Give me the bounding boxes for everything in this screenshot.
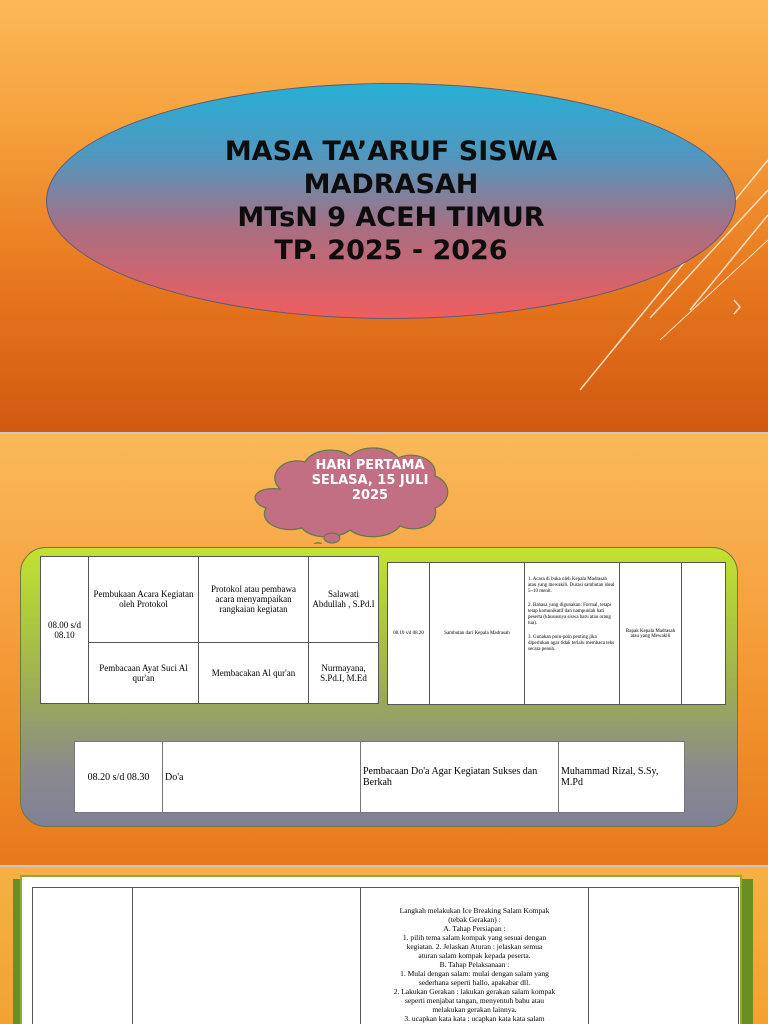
title-line: TP. 2025 - 2026 [274,235,508,266]
person-cell: Muhammad Rizal, S.Sy, M.Pd [559,742,685,813]
schedule-table-speech [387,562,726,705]
day-callout [270,458,470,503]
time-cell: 08.10 s/d 08.20 [388,563,430,705]
empty-cell [589,888,739,1024]
person-cell: Salawati Abdullah , S.Pd.I [309,557,379,643]
steps-cell [361,888,589,1024]
page-title [46,135,736,267]
table-row [41,642,379,703]
description-cell: Protokol atau pembawa acara menyampaikan rangkaian kegiatan [199,557,309,643]
step-line: (tebak Gerakan) : [448,915,501,924]
description-cell: Membacakan Al qur'an [199,642,309,703]
description-cell [525,563,620,705]
callout-line: SELASA, 15 JULI [311,473,429,488]
ice-breaking-slide [0,867,768,1024]
step-line: 1. pilih tema salam kompak yang sesuai dengan [402,933,547,942]
step-line: melakukan gerakan lainnya. [432,1005,517,1014]
title-line: MASA TA’ARUF SISWA [224,136,558,167]
step-line: 1. Mulai dengan salam: mulai dengan salam yang [400,969,549,978]
schedule-table-prayer [74,741,685,813]
step-line: A. Tahap Persiapan : [443,924,506,933]
empty-cell [682,563,726,705]
step-line: B. Tahap Pelaksanaan : [439,960,510,969]
step-line: 3. ucapkan kata kata : ucapkan kata kata salam [404,1014,545,1023]
activity-cell: Pembacaan Ayat Suci Al qur'an [89,642,199,703]
activity-cell: Sambutan dari Kepala Madrasah [430,563,525,705]
time-cell: 08.20 s/d 08.30 [75,742,163,813]
cloud-bubble [314,543,322,545]
step-line: 2. Lakukan Gerakan : lakukan gerakan salam kompak [393,987,556,996]
description-cell: Pembacaan Do'a Agar Kegiatan Sukses dan Berkah [361,742,559,813]
step-line: Langkah melakukan Ice Breaking Salam Kompak [399,906,550,915]
cloud-bubble [324,533,340,543]
description-point: 2. Bahasa yang digunakan: Formal, tetapi tetap komunikatif dan nampunlah hati peserta (khususnya siswa baru atau orang tua). [528,603,612,626]
description-point: 3. Gunakan poin-poin penting jika diperlukan agar tidak terlalu membaca teks secara penuh. [528,635,615,652]
empty-cell [133,888,361,1024]
person-cell: Bapak Kepala Madrasah atau yang Mewakili [620,563,682,705]
chevron-right-icon [734,300,740,314]
callout-line: HARI PERTAMA [315,458,425,473]
activity-cell: Do'a [163,742,361,813]
table-row [33,888,739,1024]
title-line: MADRASAH [303,169,479,200]
table-row [41,557,379,643]
schedule-slide [0,434,768,865]
step-line: sederhana seperti hallo, apakabar dll. [418,978,531,987]
step-line: seperti menjabat tangan, menyentuh bahu atau [404,996,545,1005]
empty-cell [33,888,133,1024]
table-row [75,742,685,813]
ice-breaking-table [32,887,739,1024]
description-point: 1. Acara di buka oleh Kepala Madrasah atau yang mewakili. Durasi sambutan ideal 5–10 menit. [528,577,615,594]
title-line: MTsN 9 ACEH TIMUR [237,202,545,233]
step-line: aturan salam kompak kepada peserta. [418,951,531,960]
callout-line: 2025 [351,488,389,503]
activity-cell: Pembukaan Acara Kegiatan oleh Protokol [89,557,199,643]
time-cell: 08.00 s/d 08.10 [41,557,89,704]
table-row [388,563,726,705]
schedule-table-opening [40,556,379,704]
person-cell: Nurmayana, S.Pd.I, M.Ed [309,642,379,703]
step-line: kegiatan. 2. Jelaskan Aturan : jelaskan semua [406,942,543,951]
title-slide [0,0,768,432]
